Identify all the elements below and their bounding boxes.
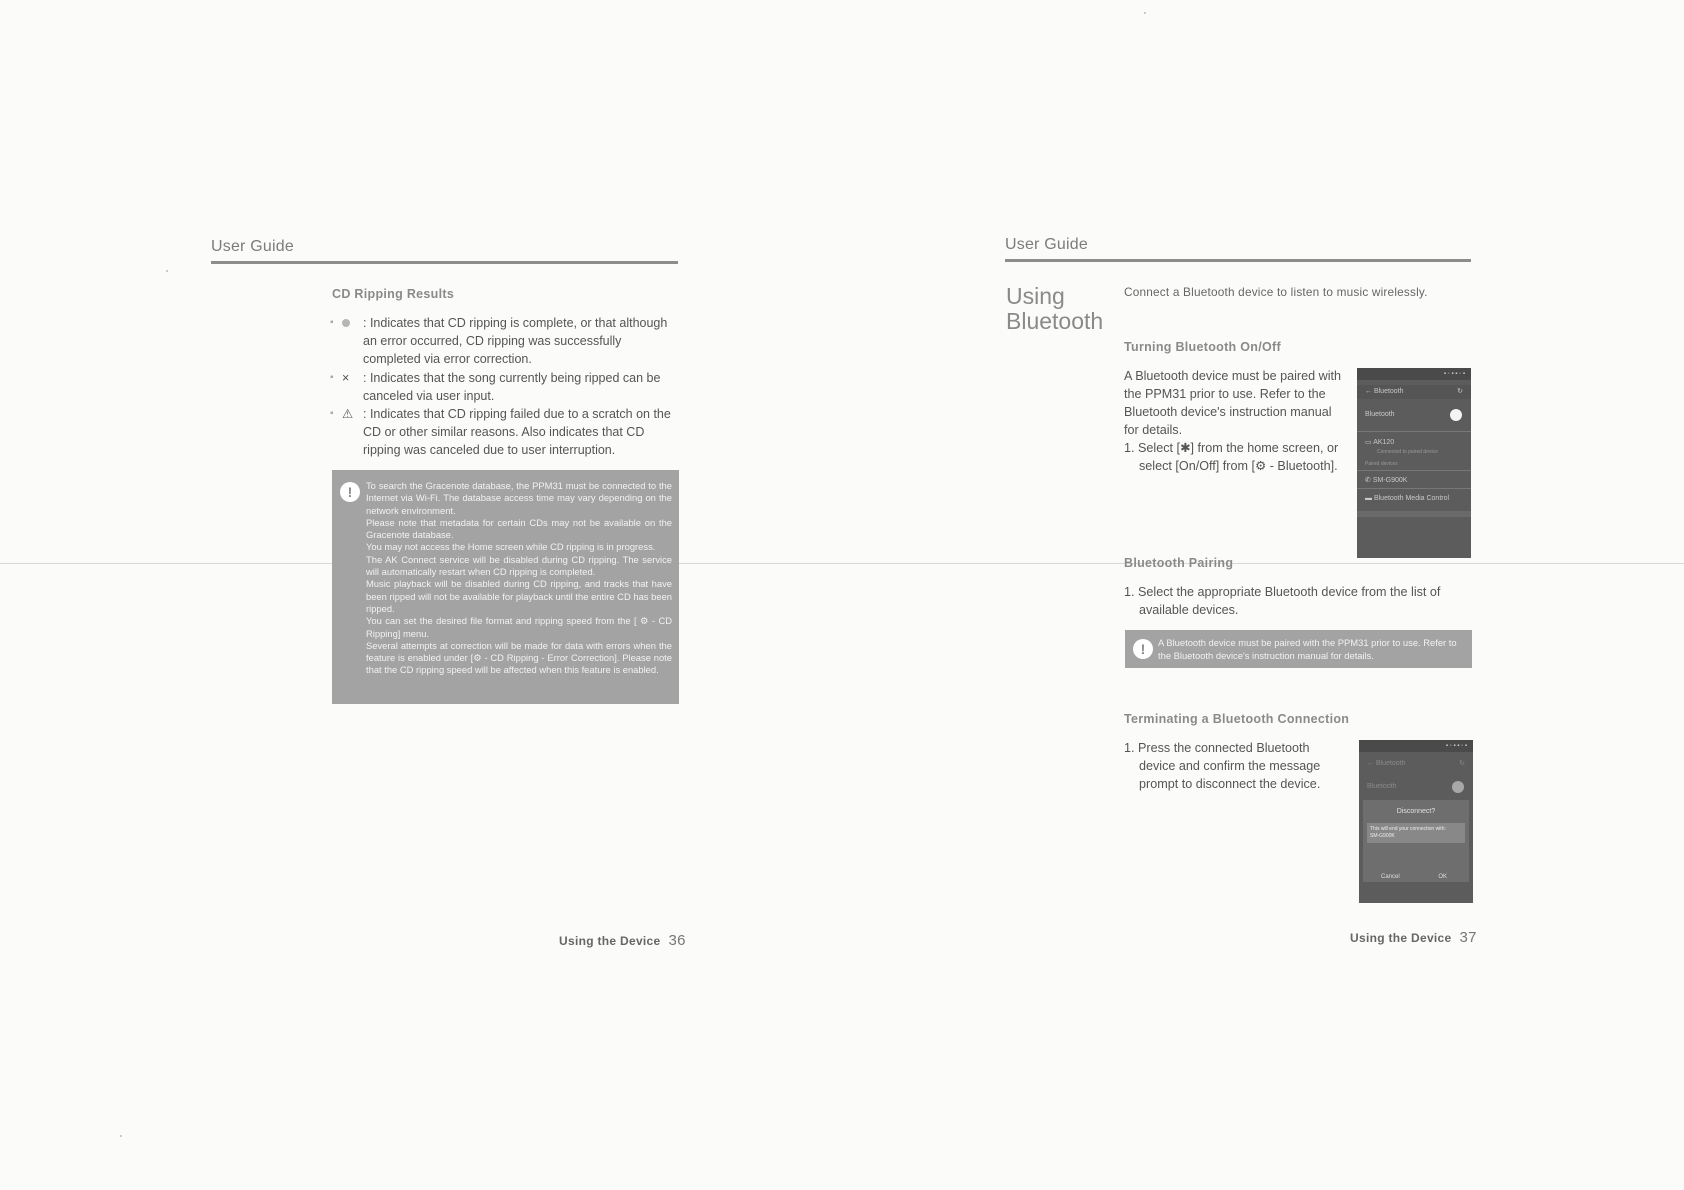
page-number: 37 xyxy=(1459,929,1477,946)
footer-label: Using the Device xyxy=(559,934,661,948)
device-status: Connected to paired device xyxy=(1377,449,1438,455)
dialog-title: Disconnect? xyxy=(1396,808,1436,815)
note-paragraph: Please note that metadata for certain CDs may not be available on the Gracenote database. xyxy=(366,516,672,541)
turning-step-1: 1. Select [✱] from the home screen, or select [On/Off] from [⚙ - Bluetooth]. xyxy=(1124,441,1339,473)
disconnect-dialog-screenshot xyxy=(1359,740,1473,903)
left-header-rule xyxy=(211,261,678,264)
status-bar: ▪ ◦ ▪ ▪ ◦ ▪ xyxy=(1359,740,1473,752)
turning-bluetooth-title: Turning Bluetooth On/Off xyxy=(1124,340,1281,354)
dialog-device: SM-G900K xyxy=(1370,833,1395,839)
page-number: 36 xyxy=(668,932,686,949)
screen-title-row xyxy=(1359,757,1473,771)
device-row xyxy=(1357,476,1471,484)
page-title: Using Bluetooth xyxy=(1006,283,1104,334)
device-row xyxy=(1357,495,1471,502)
device-name: SM-G900K xyxy=(1372,477,1408,484)
bullet: ▪ xyxy=(330,317,334,328)
bullet: ▪ xyxy=(330,408,334,420)
left-page-footer xyxy=(559,932,686,949)
list-item xyxy=(330,314,680,369)
turning-paragraph: A Bluetooth device must be paired with the PPM31 prior to use. Refer to the Bluetooth device's instruction manual for details. xyxy=(1124,369,1342,437)
result-text: : Indicates that CD ripping failed due to a scratch on the CD or other similar reasons. Also indicates that CD ripping was canceled due to user interruption. xyxy=(363,407,671,458)
bluetooth-row-label: Bluetooth xyxy=(1365,411,1395,418)
note-paragraph: You can set the desired file format and ripping speed from the [ ⚙ - CD Ripping] menu. xyxy=(366,615,672,639)
screen-title: Bluetooth xyxy=(1375,760,1406,767)
warning-triangle-icon: ⚠ xyxy=(342,407,354,422)
turning-body xyxy=(1124,367,1346,475)
back-arrow-icon: ← xyxy=(1367,760,1374,767)
bullet: ▪ xyxy=(330,371,334,383)
bluetooth-settings-screenshot xyxy=(1357,368,1471,558)
terminating-connection-title: Terminating a Bluetooth Connection xyxy=(1124,712,1350,726)
divider xyxy=(1357,470,1471,471)
back-arrow-icon: ← xyxy=(1365,388,1372,395)
divider xyxy=(1357,431,1471,432)
divider xyxy=(1357,488,1471,489)
right-page-footer xyxy=(1350,929,1477,946)
refresh-icon: ↻ xyxy=(1457,388,1463,395)
divider xyxy=(1357,511,1471,517)
paired-section-label: Paired devices xyxy=(1365,461,1398,467)
exclamation-icon: ! xyxy=(340,482,360,502)
result-text: : Indicates that the song currently being ripped can be canceled via user input. xyxy=(363,370,661,403)
disconnect-dialog xyxy=(1363,800,1469,882)
page-fold-line xyxy=(0,563,1684,564)
pairing-body xyxy=(1124,583,1474,619)
pairing-step-1: 1. Select the appropriate Bluetooth device from the list of available devices. xyxy=(1124,585,1441,617)
device-name: Bluetooth Media Control xyxy=(1373,495,1450,502)
bluetooth-row-label: Bluetooth xyxy=(1367,783,1397,790)
dialog-text: This will end your connection with: xyxy=(1370,826,1446,832)
device-row xyxy=(1357,438,1471,457)
list-item xyxy=(330,369,680,405)
note-paragraph: Several attempts at correction will be made for data with errors when the feature is enabled under [⚙ - CD Ripping - Error Correction]. Please note that the CD ripping speed will be affected when this feature is enabled. xyxy=(366,639,672,676)
note-paragraph: You may not access the Home screen while CD ripping is in progress. xyxy=(366,541,656,553)
bluetooth-toggle xyxy=(1450,409,1462,421)
status-bar: ▪ ◦ ▪ ▪ ◦ ▪ xyxy=(1357,368,1471,380)
phone-icon: ✆ xyxy=(1365,477,1371,484)
device-icon: ▭ xyxy=(1365,439,1372,446)
footer-label: Using the Device xyxy=(1350,931,1452,945)
right-header-rule xyxy=(1005,259,1471,262)
bluetooth-toggle xyxy=(1452,781,1464,793)
terminating-step-1: 1. Press the connected Bluetooth device and confirm the message prompt to disconnect the device. xyxy=(1124,741,1321,791)
pairing-note-box xyxy=(1125,630,1472,668)
note-paragraph: Music playback will be disabled during CD ripping, and tracks that have been ripped will not be available for playback until the entire CD has been ripped. xyxy=(366,578,672,614)
device-name: AK120 xyxy=(1373,439,1395,446)
scan-speck xyxy=(120,1135,122,1137)
screen-title-row xyxy=(1357,385,1471,399)
ripping-note-box xyxy=(332,470,679,704)
screen-title: Bluetooth xyxy=(1373,388,1404,395)
exclamation-icon: ! xyxy=(1133,639,1153,659)
scan-speck xyxy=(166,270,168,272)
left-page-header: User Guide xyxy=(211,238,294,255)
scan-speck xyxy=(1144,12,1146,14)
bluetooth-pairing-title: Bluetooth Pairing xyxy=(1124,556,1234,570)
cancel-button[interactable]: Cancel xyxy=(1381,874,1400,880)
result-text: : Indicates that CD ripping is complete, or that although an error occurred, CD ripping was successfully completed via error correction. xyxy=(363,316,668,367)
list-item xyxy=(330,405,680,460)
cd-ripping-results-title: CD Ripping Results xyxy=(332,287,455,301)
media-icon: ▬ xyxy=(1365,495,1372,502)
right-page-header: User Guide xyxy=(1005,236,1088,253)
x-icon: × xyxy=(342,370,350,385)
circle-icon xyxy=(342,319,350,327)
intro-text: Connect a Bluetooth device to listen to music wirelessly. xyxy=(1124,285,1428,299)
note-paragraph: To search the Gracenote database, the PPM31 must be connected to the Internet via Wi-Fi. The database access time may vary depending on the network environment. xyxy=(366,480,672,516)
pairing-note-text: A Bluetooth device must be paired with the PPM31 prior to use. Refer to the Bluetooth device's instruction manual for details. xyxy=(1158,637,1457,661)
dialog-message xyxy=(1367,823,1465,843)
ripping-results-list xyxy=(330,314,680,460)
note-paragraph: The AK Connect service will be disabled during CD ripping. The service will automatically restart when CD ripping is completed. xyxy=(366,553,672,578)
refresh-icon: ↻ xyxy=(1459,760,1465,767)
terminating-body xyxy=(1124,739,1346,793)
note-text xyxy=(366,480,672,677)
ok-button[interactable]: OK xyxy=(1438,874,1447,880)
